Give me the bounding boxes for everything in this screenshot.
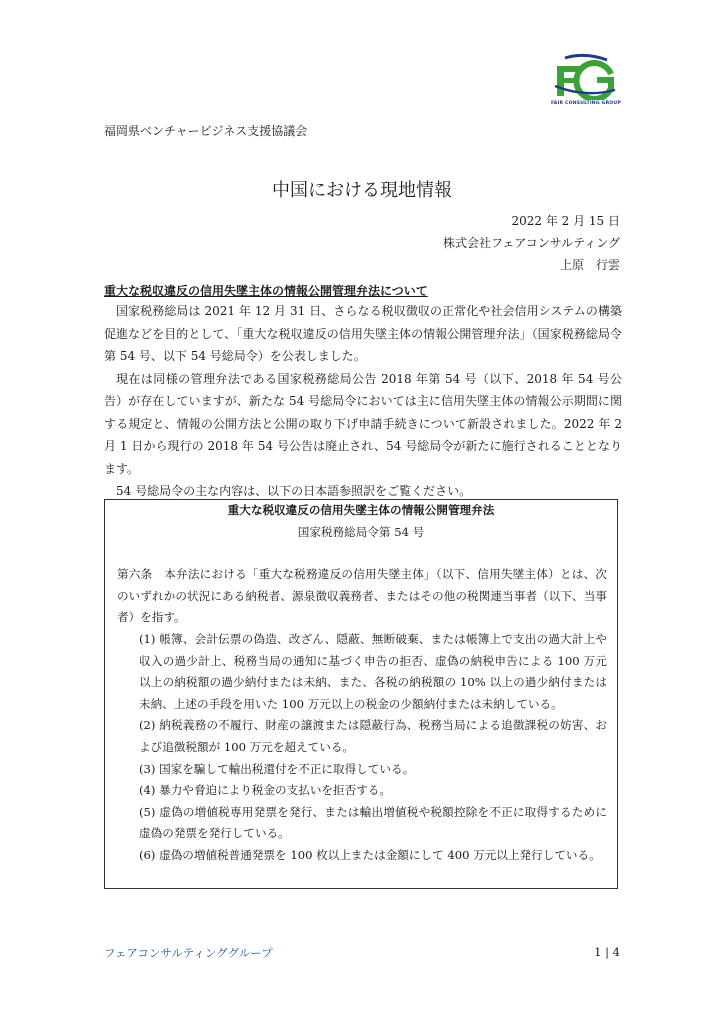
footer-group-name: フェアコンサルティンググループ [104,946,273,960]
paragraph: 国家税務総局は 2021 年 12 月 31 日、さらなる税収徴収の正常化や社会信用システムの構築促進などを目的として、「重大な税収違反の信用失墜主体の情報公開管理弁法」（国家税務総局令第 54 号、以下 54 号総局令）を公表しました。 [104,304,622,363]
translation-box [104,499,618,889]
list-item: (1) 帳簿、会計伝票の偽造、改ざん、隠蔽、無断破棄、または帳簿上で支出の過大計上や収入の過少計上、税務当局の通知に基づく申告の拒否、虚偽の納税申告による 100 万元以上の納税額の過少納付または未納、また、各税の納税額の 10% 以上の過少納付または未納、上述の手段を用いた 100 万元以上の税金の少額納付または未納している。 [139,631,607,711]
box-title: 重大な税収違反の信用失墜主体の情報公開管理弁法 [227,503,495,517]
author-name: 上原 行雲 [559,258,620,272]
list-item: (3) 国家を騙して輸出税還付を不正に取得している。 [139,761,415,776]
document-date: 2022 年 2 月 15 日 [511,214,620,228]
section-heading: 重大な税収違反の信用失墜主体の情報公開管理弁法について [104,284,428,298]
list-item: (5) 虚偽の増値税専用発票を発行、または輸出増値税や税額控除を不正に取得するために虚偽の発票を発行している。 [139,804,607,841]
page-number: 1 | 4 [594,945,620,959]
list-item: (4) 暴力や脅迫により税金の支払いを拒否する。 [139,783,391,798]
paragraph: 54 号総局令の主な内容は、以下の日本語参照訳をご覧ください。 [116,484,472,498]
page-title: 中国における現地情報 [272,180,452,201]
company-name: 株式会社フェアコンサルティング [442,236,620,250]
article-text: 第六条 本弁法における「重大な税務違反の信用失墜主体」（以下、信用失墜主体）とは、次のいずれかの状況にある納税者、源泉徴収義務者、またはその他の税関連当事者（以下、当事者）を指す。 [117,567,607,625]
box-subtitle: 国家税務総局令第 54 号 [297,524,425,539]
paragraph: 現在は同様の管理弁法である国家税務総局公告 2018 年第 54 号（以下、2018 年 54 号公告）が存在していますが、新たな 54 号総局令においては主に信用失墜主体の情報公示期間に関する規定と、情報の公開方法と公開の取り下げ申請手続きについて新設されました。2022 年 2 月 1 日から現行の 2018 年 54 号公告は廃止され、54 号総局令が新たに施行されることとなります。 [104,371,622,476]
list-item: (2) 納税義務の不履行、財産の譲渡または隠蔽行為、税務当局による追徴課税の妨害、および追徴税額が 100 万元を超えている。 [139,718,607,754]
list-item: (6) 虚偽の増値税普通発票を 100 枚以上または金額にして 400 万元以上発行している。 [139,847,601,862]
addressee: 福岡県ベンチャービジネス支援協議会 [104,124,308,138]
body-text [104,300,622,503]
logo-company-text: FAIR CONSULTING GROUP [551,101,621,106]
fair-consulting-logo-icon [551,52,619,100]
